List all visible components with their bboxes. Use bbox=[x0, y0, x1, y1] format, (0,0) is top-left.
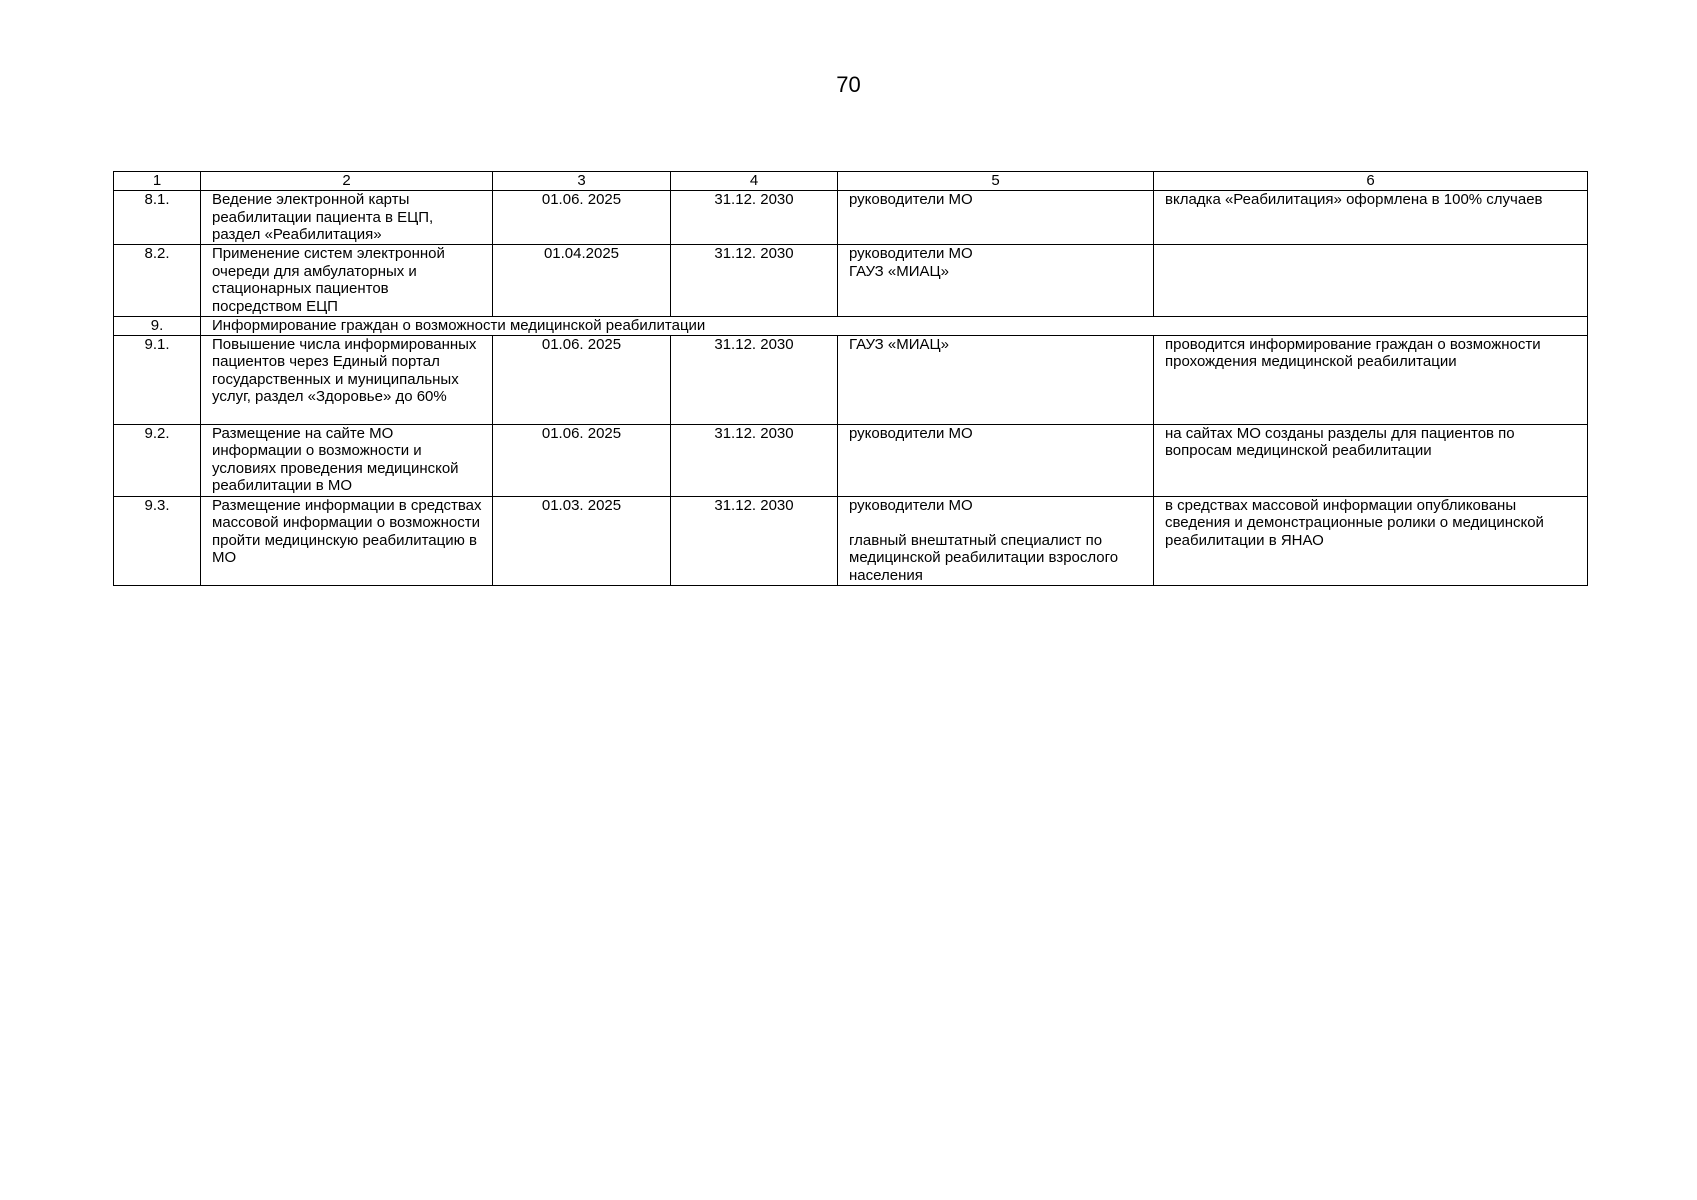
table-header-row bbox=[114, 172, 1588, 191]
table-row bbox=[114, 335, 1588, 424]
end-date: 31.12. 2030 bbox=[671, 496, 838, 585]
start-date: 01.03. 2025 bbox=[493, 496, 671, 585]
table-row bbox=[114, 496, 1588, 585]
start-date: 01.06. 2025 bbox=[493, 424, 671, 496]
end-date: 31.12. 2030 bbox=[671, 424, 838, 496]
row-number: 9.3. bbox=[114, 496, 201, 585]
responsible-cell bbox=[838, 424, 1154, 496]
responsible-cell bbox=[838, 191, 1154, 245]
responsible-cell bbox=[838, 496, 1154, 585]
activity-text: Размещение на сайте МО информации о возможности и условиях проведения медицинской реабилитации в МО bbox=[201, 424, 493, 496]
start-date: 01.06. 2025 bbox=[493, 191, 671, 245]
line-gap bbox=[849, 514, 1143, 532]
start-date: 01.06. 2025 bbox=[493, 335, 671, 424]
end-date: 31.12. 2030 bbox=[671, 245, 838, 317]
responsible-line: ГАУЗ «МИАЦ» bbox=[849, 335, 949, 353]
section-row bbox=[114, 317, 1588, 336]
responsible-line: руководители МО bbox=[849, 424, 973, 442]
column-number-2: 2 bbox=[201, 172, 493, 191]
activity-plan-table bbox=[113, 171, 1588, 586]
start-date: 01.04.2025 bbox=[493, 245, 671, 317]
table-row bbox=[114, 245, 1588, 317]
responsible-line: руководители МО bbox=[849, 191, 973, 208]
activity-text: Повышение числа информированных пациентов через Единый портал государственных и муниципальных услуг, раздел «Здоровье» до 60% bbox=[201, 335, 493, 424]
end-date: 31.12. 2030 bbox=[671, 191, 838, 245]
row-number: 8.1. bbox=[114, 191, 201, 245]
activity-text: Размещение информации в средствах массовой информации о возможности пройти медицинскую реабилитацию в МО bbox=[201, 496, 493, 585]
section-number: 9. bbox=[114, 317, 201, 336]
row-number: 9.2. bbox=[114, 424, 201, 496]
section-title: Информирование граждан о возможности медицинской реабилитации bbox=[201, 317, 1588, 336]
page-number: 70 bbox=[836, 72, 861, 97]
row-number: 8.2. bbox=[114, 245, 201, 317]
column-number-6: 6 bbox=[1154, 172, 1588, 191]
responsible-line: руководители МО bbox=[849, 245, 973, 262]
result-text: в средствах массовой информации опубликованы сведения и демонстрационные ролики о медицинской реабилитации в ЯНАО bbox=[1154, 496, 1588, 585]
activity-text: Ведение электронной карты реабилитации пациента в ЕЦП, раздел «Реабилитация» bbox=[201, 191, 493, 245]
responsible-cell bbox=[838, 335, 1154, 424]
end-date: 31.12. 2030 bbox=[671, 335, 838, 424]
result-text: вкладка «Реабилитация» оформлена в 100% случаев bbox=[1154, 191, 1588, 245]
column-number-3: 3 bbox=[493, 172, 671, 191]
column-number-4: 4 bbox=[671, 172, 838, 191]
responsible-line: главный внештатный специалист по медицинской реабилитации взрослого населения bbox=[849, 531, 1119, 584]
result-text bbox=[1154, 245, 1588, 317]
column-number-1: 1 bbox=[114, 172, 201, 191]
responsible-line: руководители МО bbox=[849, 496, 973, 514]
column-number-5: 5 bbox=[838, 172, 1154, 191]
result-text: на сайтах МО созданы разделы для пациентов по вопросам медицинской реабилитации bbox=[1154, 424, 1588, 496]
responsible-line: ГАУЗ «МИАЦ» bbox=[849, 262, 949, 280]
table-row bbox=[114, 424, 1588, 496]
activity-text: Применение систем электронной очереди для амбулаторных и стационарных пациентов посредством ЕЦП bbox=[201, 245, 493, 317]
responsible-cell bbox=[838, 245, 1154, 317]
row-number: 9.1. bbox=[114, 335, 201, 424]
result-text: проводится информирование граждан о возможности прохождения медицинской реабилитации bbox=[1154, 335, 1588, 424]
table-row bbox=[114, 191, 1588, 245]
